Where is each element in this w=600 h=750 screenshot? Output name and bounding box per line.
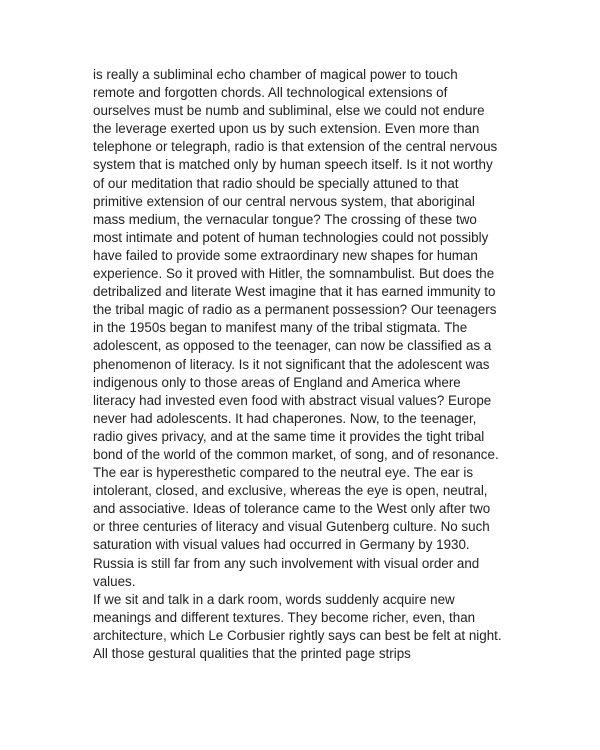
text-line: radio gives privacy, and at the same time it provides the tight tribal <box>93 428 485 444</box>
text-line: If we sit and talk in a dark room, words suddenly acquire new <box>93 591 455 607</box>
text-line: indigenous only to those areas of England and America where <box>93 374 461 390</box>
text-line: All those gestural qualities that the printed page strips <box>93 646 411 661</box>
text-line: the leverage exerted upon us by such extension. Even more than <box>93 121 480 137</box>
text-line: intolerant, closed, and exclusive, whereas the eye is open, neutral, <box>93 483 488 499</box>
text-line: literacy had invested even food with abstract visual values? Europe <box>93 392 492 408</box>
text-line: most intimate and potent of human technologies could not possibly <box>93 229 489 245</box>
text-line: is really a subliminal echo chamber of magical power to touch <box>93 67 458 82</box>
text-line: in the 1950s began to manifest many of the tribal stigmata. The <box>93 320 468 336</box>
text-line: or three centuries of literacy and visual Gutenberg culture. No such <box>93 519 490 535</box>
text-line: primitive extension of our central nervous system, that aboriginal <box>93 193 475 209</box>
text-line: Russia is still far from any such involvement with visual order and <box>93 555 480 571</box>
text-line: the tribal magic of radio as a permanent possession? Our teenagers <box>93 302 497 318</box>
text-line: values. <box>93 573 136 589</box>
text-line: ourselves must be numb and subliminal, else we could not endure <box>93 103 485 119</box>
text-line: of our meditation that radio should be specially attuned to that <box>93 175 459 191</box>
text-line: and associative. Ideas of tolerance came to the West only after two <box>93 501 491 517</box>
text-line: never had adolescents. It had chaperones. Now, to the teenager, <box>93 410 477 426</box>
text-line: have failed to provide some extraordinary new shapes for human <box>93 247 478 263</box>
text-line: detribalized and literate West imagine that it has earned immunity to <box>93 284 496 300</box>
text-line: architecture, which Le Corbusier rightly says can best be felt at night. <box>93 627 502 643</box>
text-line: system that is matched only by human speech itself. Is it not worthy <box>93 157 493 173</box>
text-line: remote and forgotten chords. All technological extensions of <box>93 85 448 101</box>
text-line: meanings and different textures. They become richer, even, than <box>93 609 476 625</box>
text-line: phenomenon of literacy. Is it not significant that the adolescent was <box>93 356 490 372</box>
text-line: The ear is hyperesthetic compared to the neutral eye. The ear is <box>93 465 474 481</box>
text-line: mass medium, the vernacular tongue? The crossing of these two <box>93 211 477 227</box>
text-line: bond of the world of the common market, of song, and of resonance. <box>93 446 499 462</box>
text-line: telephone or telegraph, radio is that extension of the central nervous <box>93 139 498 155</box>
text-line: adolescent, as opposed to the teenager, can now be classified as a <box>93 338 492 354</box>
body-text <box>93 66 533 663</box>
text-line: saturation with visual values had occurred in Germany by 1930. <box>93 537 470 553</box>
text-line: experience. So it proved with Hitler, the somnambulist. But does the <box>93 266 495 282</box>
